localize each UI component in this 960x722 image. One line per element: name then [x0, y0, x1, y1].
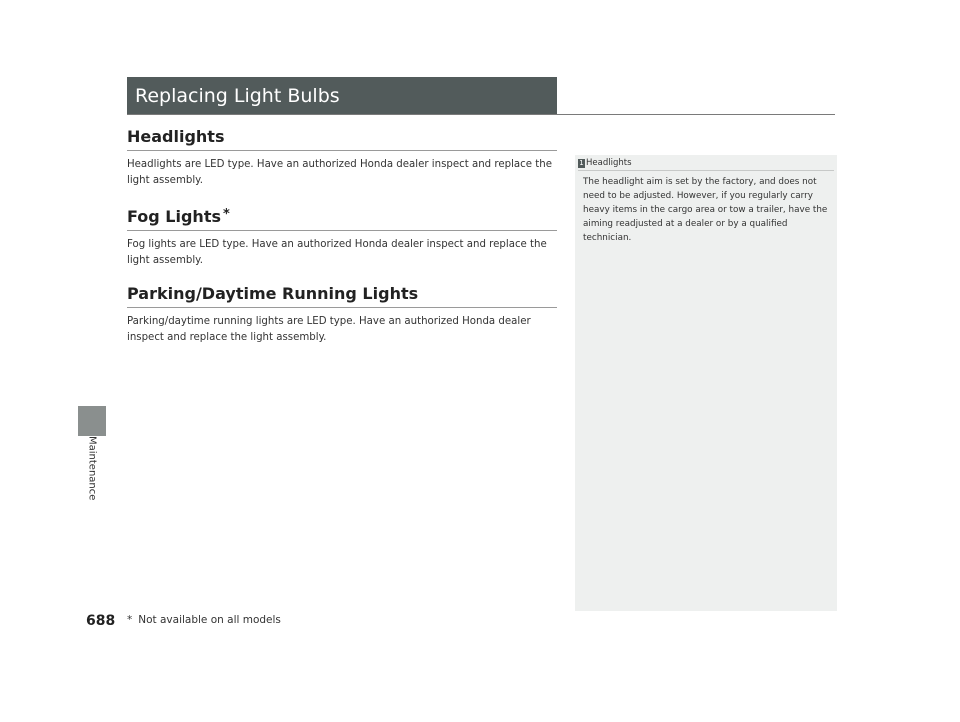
page-number: 688: [86, 613, 116, 629]
chapter-label: Maintenance: [86, 436, 98, 501]
note-marker-icon: 1: [579, 158, 584, 167]
sidebar-note-heading: [578, 158, 632, 168]
section-body: Headlights are LED type. Have an authorized Honda dealer inspect and replace the light assembly.: [127, 159, 552, 186]
section-fog-lights: [127, 207, 557, 269]
chapter-tab: [78, 406, 106, 436]
page-title: [127, 77, 557, 115]
section-body: Fog lights are LED type. Have an authorized Honda dealer inspect and replace the light assembly.: [127, 239, 547, 266]
section-body: Parking/daytime running lights are LED type. Have an authorized Honda dealer inspect and replace the light assembly.: [127, 316, 531, 343]
optional-feature-marker: *: [223, 207, 230, 222]
sidebar-note-body: The headlight aim is set by the factory, and does not need to be adjusted. However, if you regularly carry heavy items in the cargo area or tow a trailer, have the aiming readjusted at a dealer or by a qualified technician.: [583, 177, 828, 243]
footnote: [127, 614, 281, 626]
section-heading: Parking/Daytime Running Lights: [127, 284, 557, 308]
footnote-marker: *: [127, 614, 133, 626]
title-divider: [127, 114, 835, 115]
footnote-text: Not available on all models: [138, 614, 281, 626]
section-headlights: [127, 127, 557, 189]
sidebar-note-title: Headlights: [586, 158, 632, 168]
section-heading-text: Fog Lights: [127, 207, 221, 226]
section-heading: Headlights: [127, 127, 557, 151]
page-title-text: Replacing Light Bulbs: [135, 85, 340, 107]
section-parking-lights: [127, 284, 557, 346]
section-heading: [127, 207, 557, 231]
sidebar-divider: [578, 170, 834, 171]
